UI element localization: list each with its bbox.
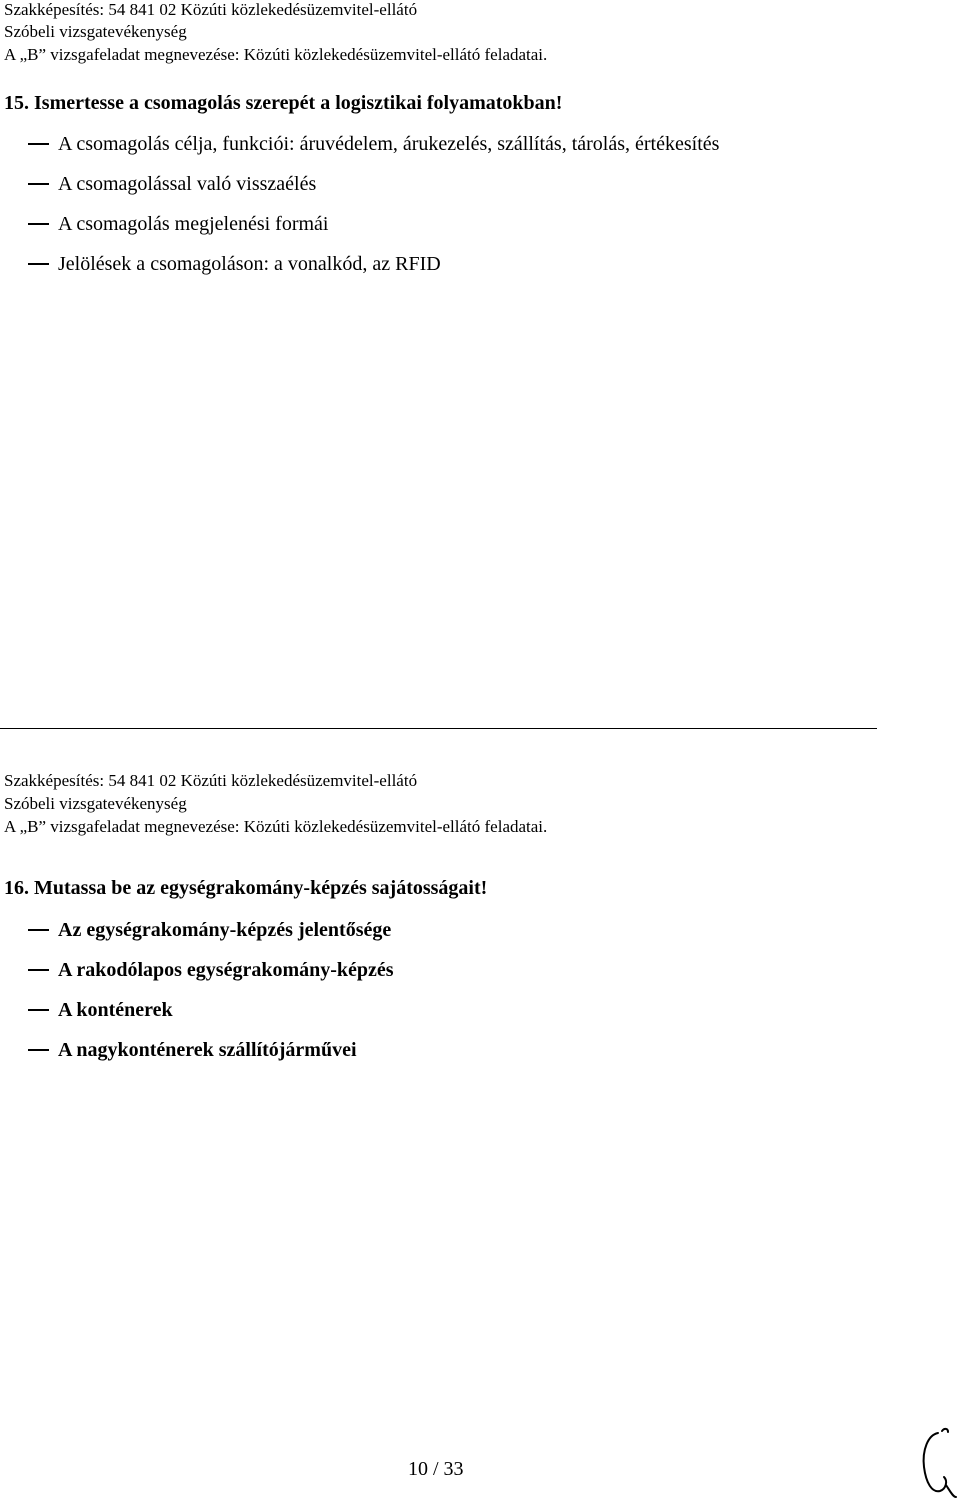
dash-bullet-icon [28, 969, 49, 971]
list-item [28, 211, 328, 237]
dash-bullet-icon [28, 929, 49, 931]
dash-bullet-icon [28, 1049, 49, 1051]
dash-bullet-icon [28, 1009, 49, 1011]
list-item [28, 171, 316, 197]
list-item-text: A konténerek [58, 999, 173, 1021]
header-top-line-2: Szóbeli vizsgatevékenység [4, 22, 187, 41]
dash-bullet-icon [28, 223, 49, 225]
dash-bullet-icon [28, 143, 49, 145]
list-item [28, 997, 173, 1023]
list-item-text: A nagykonténerek szállítójárművei [58, 1039, 357, 1061]
header-bottom-line-2: Szóbeli vizsgatevékenység [4, 794, 187, 813]
header-top-line-1: Szakképesítés: 54 841 02 Közúti közlekedésüzemvitel-ellátó [4, 0, 418, 19]
question-15-title: 15. Ismertesse a csomagolás szerepét a logisztikai folyamatokban! [4, 92, 563, 114]
list-item [28, 251, 441, 277]
page-divider [0, 728, 877, 729]
header-bottom-line-1: Szakképesítés: 54 841 02 Közúti közlekedésüzemvitel-ellátó [4, 771, 418, 790]
list-item-text: A csomagolással való visszaélés [58, 173, 317, 195]
page-number: 10 / 33 [408, 1458, 464, 1480]
list-item-text: Az egységrakomány-képzés jelentősége [58, 919, 392, 941]
list-item-text: Jelölések a csomagoláson: a vonalkód, az RFID [58, 253, 441, 275]
question-16-title: 16. Mutassa be az egységrakomány-képzés sajátosságait! [4, 877, 488, 899]
dash-bullet-icon [28, 183, 49, 185]
dash-bullet-icon [28, 263, 49, 265]
list-item-text: A csomagolás célja, funkciói: áruvédelem, árukezelés, szállítás, tárolás, értékesítés [58, 133, 720, 155]
list-item-text: A rakodólapos egységrakomány-képzés [58, 959, 394, 981]
header-bottom-line-3: A „B” vizsgafeladat megnevezése: Közúti közlekedésüzemvitel-ellátó feladatai. [4, 817, 548, 836]
list-item-text: A csomagolás megjelenési formái [58, 213, 329, 235]
header-top-line-3: A „B” vizsgafeladat megnevezése: Közúti közlekedésüzemvitel-ellátó feladatai. [4, 45, 548, 64]
handwritten-signature-icon [918, 1425, 958, 1500]
list-item [28, 917, 391, 943]
list-item [28, 1037, 357, 1063]
list-item [28, 957, 394, 983]
list-item [28, 131, 719, 157]
